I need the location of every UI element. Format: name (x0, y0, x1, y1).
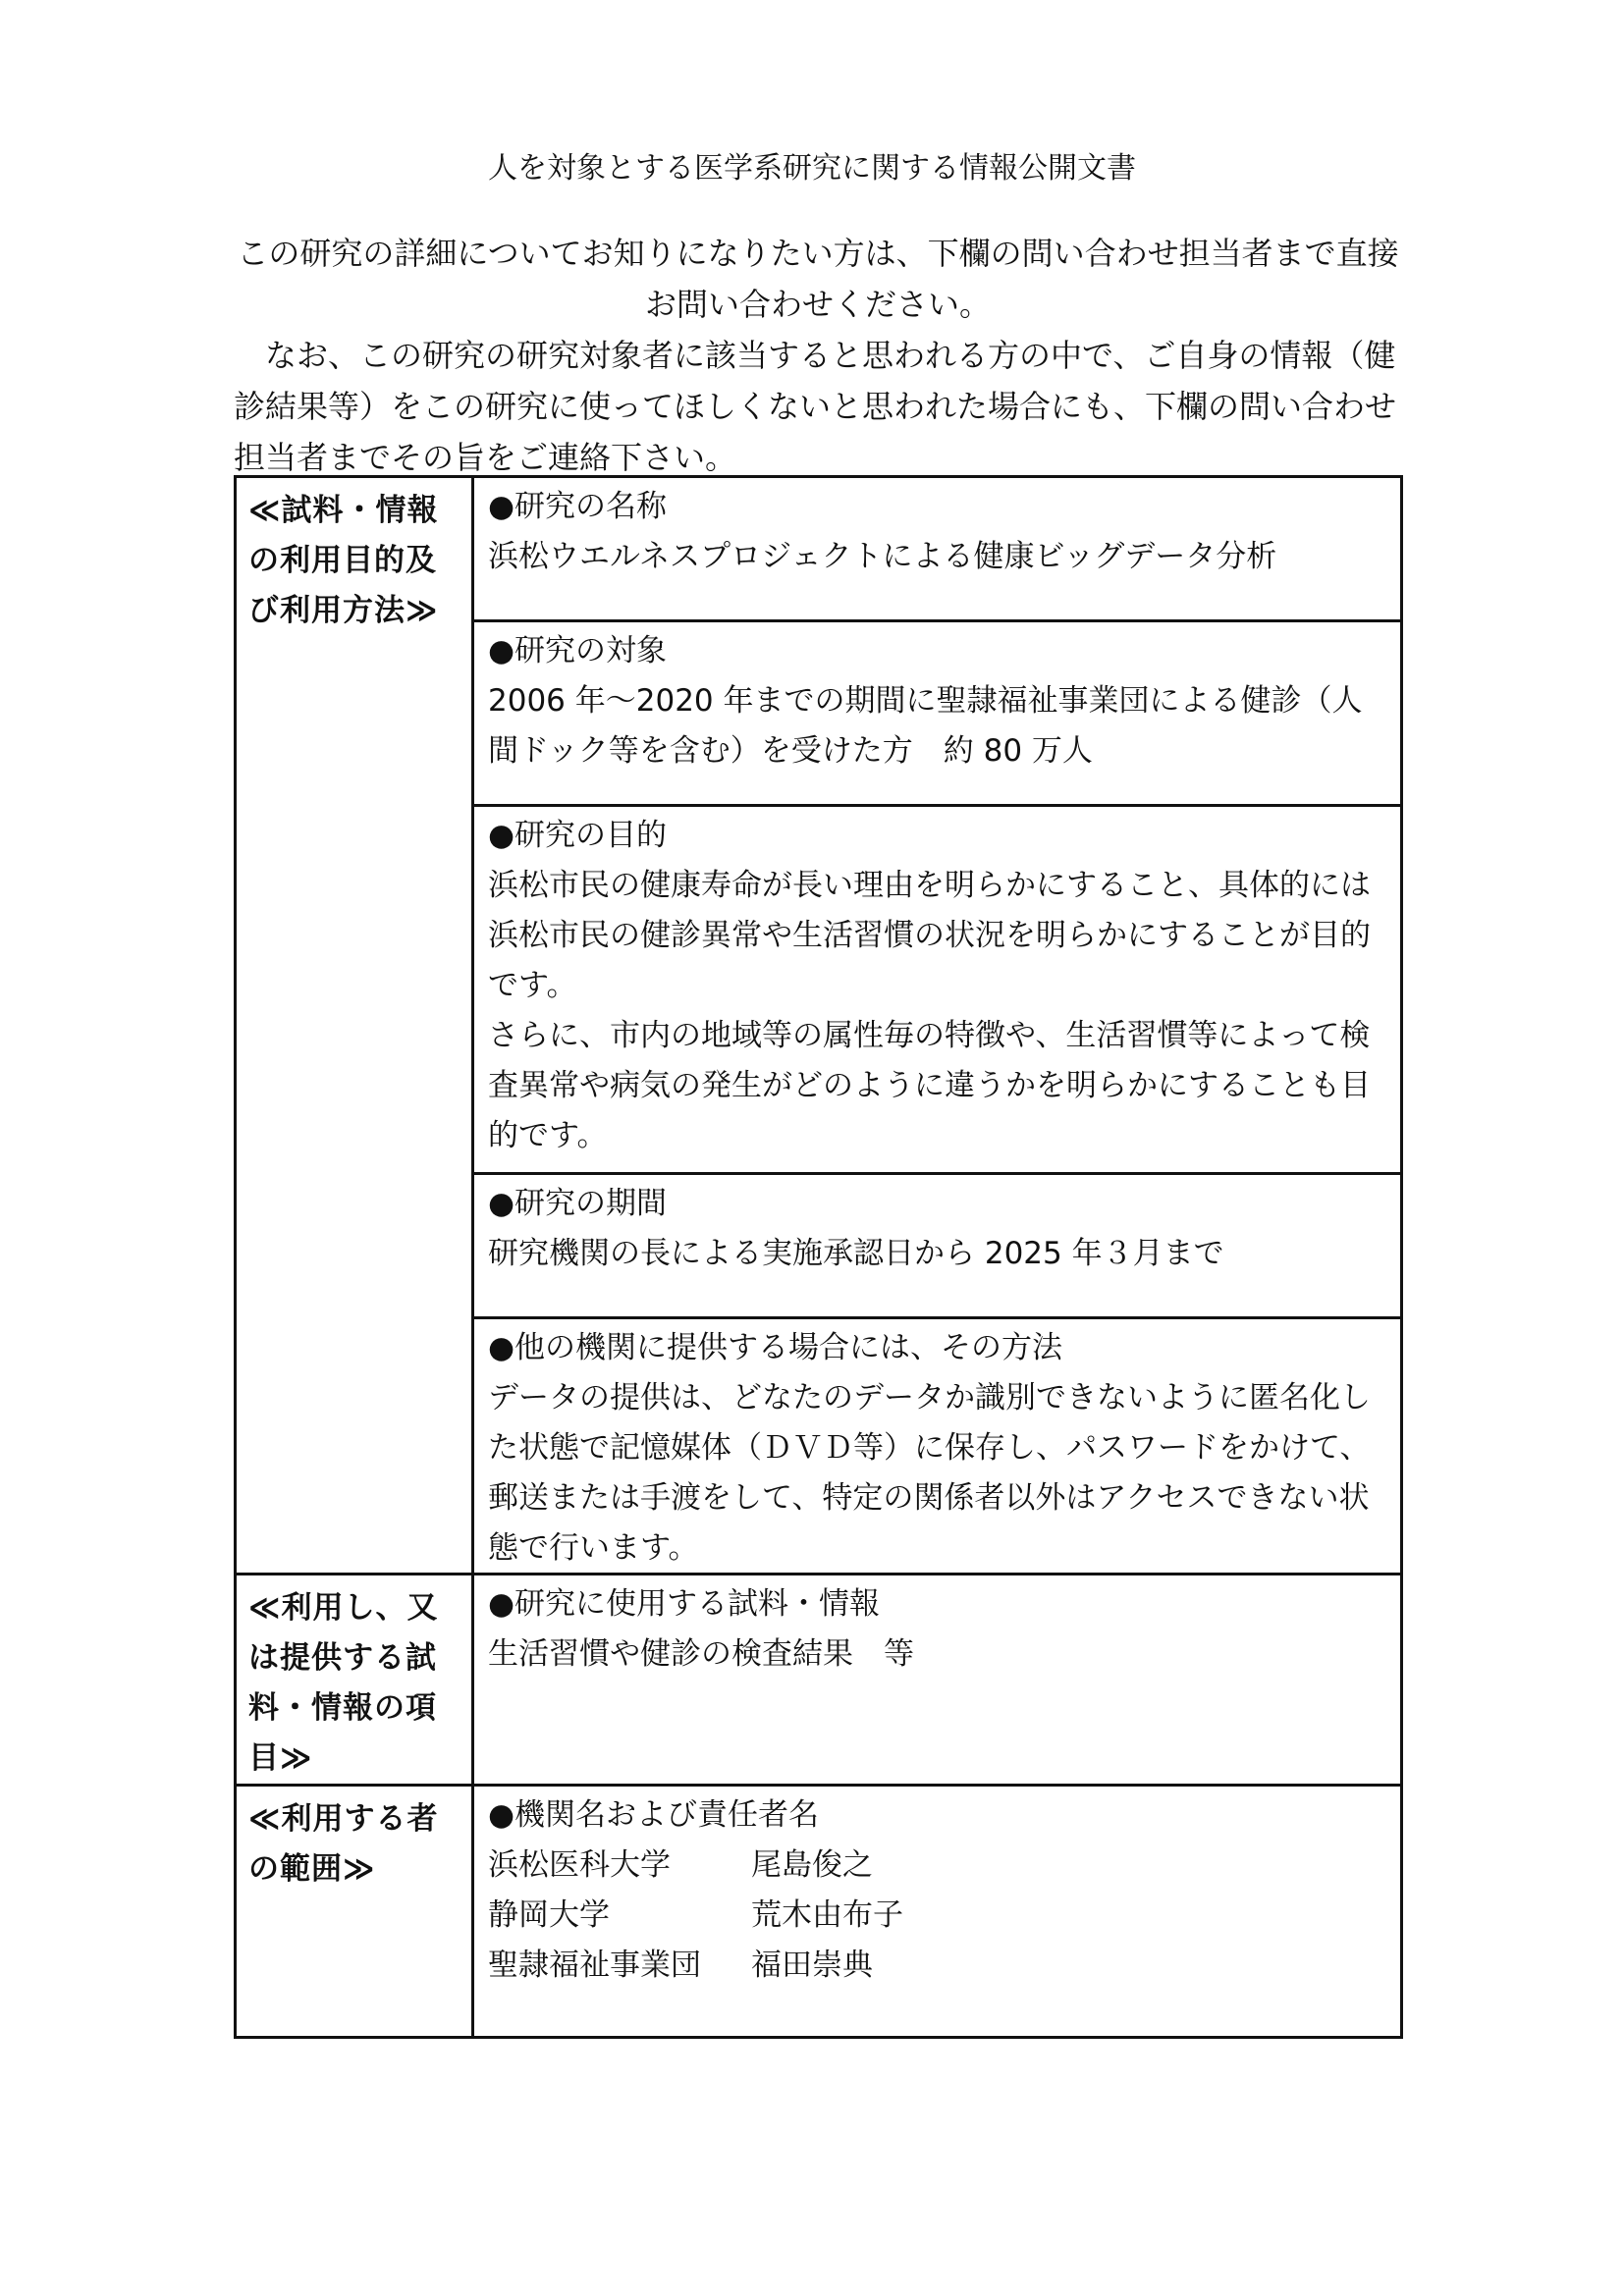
section-data-provision-method (474, 1319, 1400, 1573)
section-institutions (474, 1787, 1400, 2036)
section-study-period (474, 1175, 1400, 1319)
research-info-table (234, 475, 1403, 2039)
table-row-users (236, 1786, 1402, 2038)
section-study-subjects (474, 622, 1400, 807)
row-label-data-items: ≪利用し、又は提供する試料・情報の項目≫ (248, 1590, 439, 1776)
section-heading: ●研究の目的 (488, 818, 668, 853)
intro-paragraph-1: この研究の詳細についてお知りになりたい方は、下欄の問い合わせ担当者まで直接お問い合わせください。 (237, 235, 1399, 323)
intro-contact-paragraph (234, 228, 1402, 330)
row-label-cell (236, 1786, 473, 2038)
row-label-users: ≪利用する者の範囲≫ (248, 1801, 439, 1887)
row-content-cell (473, 1575, 1402, 1786)
section-text-continued: さらに、市内の地域等の属性毎の特徴や、生活習慣等によって検査異常や病気の発生がどのように違うかを明らかにすることも目的です。 (488, 1018, 1371, 1153)
section-text: データの提供は、どなたのデータか識別できないように匿名化した状態で記憶媒体（ＤＶＤ等）に保存し、パスワードをかけて、郵送または手渡をして、特定の関係者以外はアクセスできない状態で行います。 (488, 1380, 1371, 1566)
table-row-data-items (236, 1575, 1402, 1786)
member-row (488, 1841, 1390, 1891)
section-heading: ●研究に使用する試料・情報 (488, 1586, 881, 1622)
section-text: 2006 年～2020 年までの期間に聖隷福祉事業団による健診（人間ドック等を含む）を受けた方 約 80 万人 (488, 683, 1363, 769)
row-content-cell (473, 477, 1402, 1575)
section-heading: ●研究の対象 (488, 633, 668, 668)
section-text: 浜松市民の健康寿命が長い理由を明らかにすること、具体的には浜松市民の健診異常や生活習慣の状況を明らかにすることが目的です。 (488, 868, 1371, 1003)
section-study-purpose (474, 807, 1400, 1175)
member-person: 尾島俊之 (751, 1847, 873, 1883)
section-text: 研究機関の長による実施承認日から 2025 年３月まで (488, 1236, 1224, 1271)
row-label-cell (236, 1575, 473, 1786)
table-row-purpose (236, 477, 1402, 1575)
member-row (488, 1941, 1390, 1991)
intro-paragraph-2: なお、この研究の研究対象者に該当すると思われる方の中で、ご自身の情報（健診結果等）をこの研究に使ってほしくないと思われた場合にも、下欄の問い合わせ担当者までその旨をご連絡下さい。 (234, 337, 1397, 476)
section-study-name (474, 478, 1400, 622)
section-heading: ●研究の期間 (488, 1186, 668, 1221)
row-content-cell (473, 1786, 1402, 2038)
member-institution: 静岡大学 (488, 1897, 610, 1933)
section-data-used (474, 1575, 1400, 1782)
intro-optout-paragraph (234, 330, 1402, 483)
section-heading: ●他の機関に提供する場合には、その方法 (488, 1330, 1063, 1365)
section-heading: ●機関名および責任者名 (488, 1797, 820, 1833)
section-text: 浜松ウエルネスプロジェクトによる健康ビッグデータ分析 (488, 539, 1277, 574)
row-label-purpose: ≪試料・情報の利用目的及び利用方法≫ (248, 493, 439, 628)
document-title: 人を対象とする医学系研究に関する情報公開文書 (488, 151, 1136, 186)
member-row (488, 1891, 1390, 1941)
section-heading: ●研究の名称 (488, 489, 668, 524)
row-label-cell (236, 477, 473, 1575)
section-text: 生活習慣や健診の検査結果 等 (488, 1636, 914, 1672)
member-institution: 浜松医科大学 (488, 1847, 671, 1883)
member-person: 福田崇典 (751, 1948, 873, 1983)
member-institution: 聖隷福祉事業団 (488, 1948, 701, 1983)
member-person: 荒木由布子 (751, 1897, 903, 1933)
